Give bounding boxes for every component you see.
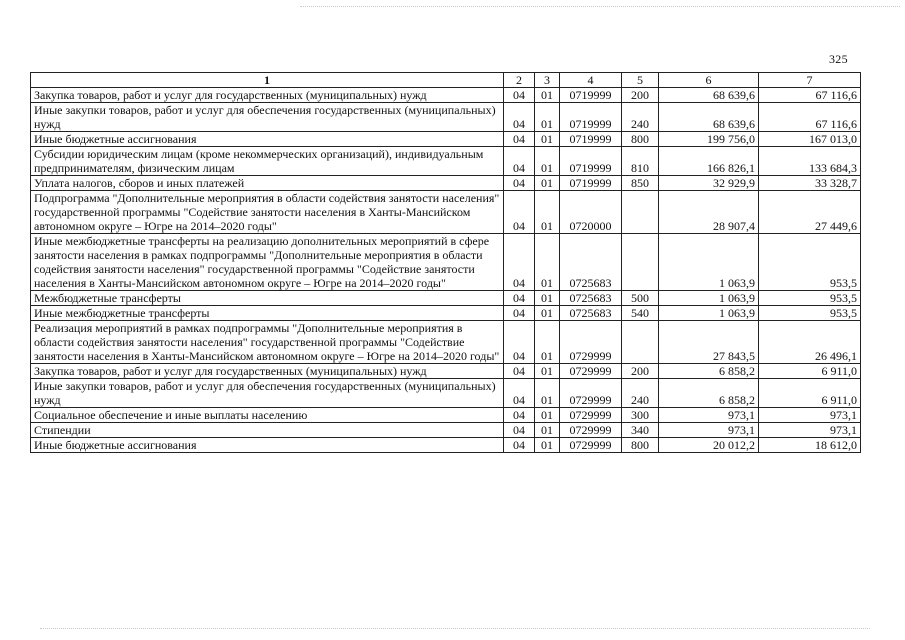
row-name-cell: Иные закупки товаров, работ и услуг для обеспечения государственных (муниципальных) нужд: [31, 103, 504, 132]
target-article-cell: 0719999: [560, 103, 622, 132]
section-code-cell: 04: [504, 423, 535, 438]
section-code-cell: 04: [504, 306, 535, 321]
target-article-cell: 0719999: [560, 88, 622, 103]
section-code-cell: 04: [504, 438, 535, 453]
amount-col6-cell: 199 756,0: [659, 132, 759, 147]
subsection-code-cell: 01: [535, 147, 560, 176]
table-row: [31, 147, 861, 176]
section-code-cell: 04: [504, 408, 535, 423]
amount-col7-cell: 973,1: [759, 408, 861, 423]
row-name-cell: Иные бюджетные ассигнования: [31, 438, 504, 453]
subsection-code-cell: 01: [535, 176, 560, 191]
table-row: [31, 234, 861, 291]
target-article-cell: 0725683: [560, 306, 622, 321]
target-article-cell: 0719999: [560, 176, 622, 191]
expense-type-cell: 500: [622, 291, 659, 306]
section-code-cell: 04: [504, 132, 535, 147]
expense-type-cell: [622, 191, 659, 234]
section-code-cell: 04: [504, 291, 535, 306]
amount-col7-cell: 27 449,6: [759, 191, 861, 234]
subsection-code-cell: 01: [535, 321, 560, 364]
column-header-6: 6: [659, 73, 759, 88]
row-name-cell: Субсидии юридическим лицам (кроме некоммерческих организаций), индивидуальным предпринимателям, физическим лицам: [31, 147, 504, 176]
column-header-3: 3: [535, 73, 560, 88]
section-code-cell: 04: [504, 88, 535, 103]
subsection-code-cell: 01: [535, 88, 560, 103]
section-code-cell: 04: [504, 321, 535, 364]
column-header-4: 4: [560, 73, 622, 88]
amount-col6-cell: 68 639,6: [659, 103, 759, 132]
amount-col6-cell: 20 012,2: [659, 438, 759, 453]
table-row: [31, 191, 861, 234]
subsection-code-cell: 01: [535, 423, 560, 438]
row-name-cell: Иные закупки товаров, работ и услуг для обеспечения государственных (муниципальных) нужд: [31, 379, 504, 408]
amount-col7-cell: 953,5: [759, 291, 861, 306]
table-row: [31, 291, 861, 306]
amount-col6-cell: 1 063,9: [659, 306, 759, 321]
subsection-code-cell: 01: [535, 234, 560, 291]
column-header-1: 1: [31, 73, 504, 88]
amount-col7-cell: 973,1: [759, 423, 861, 438]
amount-col7-cell: 26 496,1: [759, 321, 861, 364]
table-row: [31, 379, 861, 408]
target-article-cell: 0725683: [560, 234, 622, 291]
expense-type-cell: 810: [622, 147, 659, 176]
column-header-2: 2: [504, 73, 535, 88]
target-article-cell: 0719999: [560, 132, 622, 147]
amount-col7-cell: 167 013,0: [759, 132, 861, 147]
section-code-cell: 04: [504, 379, 535, 408]
table-row: [31, 364, 861, 379]
subsection-code-cell: 01: [535, 364, 560, 379]
expense-type-cell: 240: [622, 379, 659, 408]
budget-table: [30, 72, 861, 453]
subsection-code-cell: 01: [535, 306, 560, 321]
amount-col6-cell: 28 907,4: [659, 191, 759, 234]
row-name-cell: Закупка товаров, работ и услуг для государственных (муниципальных) нужд: [31, 88, 504, 103]
expense-type-cell: 340: [622, 423, 659, 438]
subsection-code-cell: 01: [535, 132, 560, 147]
row-name-cell: Подпрограмма "Дополнительные мероприятия в области содействия занятости населения" государственной программы "Содействие занятости населения в Ханты-Мансийском автономном округе – Югре на 2014–2020 годы": [31, 191, 504, 234]
column-header-7: 7: [759, 73, 861, 88]
section-code-cell: 04: [504, 191, 535, 234]
section-code-cell: 04: [504, 364, 535, 379]
table-row: [31, 438, 861, 453]
amount-col6-cell: 166 826,1: [659, 147, 759, 176]
row-name-cell: Иные межбюджетные трансферты: [31, 306, 504, 321]
scan-artifact-top: [300, 6, 900, 7]
expense-type-cell: 300: [622, 408, 659, 423]
scan-artifact-bottom: [40, 628, 870, 629]
target-article-cell: 0729999: [560, 438, 622, 453]
subsection-code-cell: 01: [535, 408, 560, 423]
expense-type-cell: 800: [622, 438, 659, 453]
expense-type-cell: 200: [622, 364, 659, 379]
table-row: [31, 88, 861, 103]
amount-col7-cell: 953,5: [759, 306, 861, 321]
table-row: [31, 321, 861, 364]
target-article-cell: 0729999: [560, 364, 622, 379]
row-name-cell: Реализация мероприятий в рамках подпрограммы "Дополнительные мероприятия в области содействия занятости населения" государственной программы "Содействие занятости населения в Ханты-Мансийском автономном округе – Югре на 2014–2020 годы": [31, 321, 504, 364]
expense-type-cell: 850: [622, 176, 659, 191]
target-article-cell: 0729999: [560, 423, 622, 438]
row-name-cell: Стипендии: [31, 423, 504, 438]
amount-col6-cell: 27 843,5: [659, 321, 759, 364]
row-name-cell: Межбюджетные трансферты: [31, 291, 504, 306]
section-code-cell: 04: [504, 103, 535, 132]
amount-col7-cell: 953,5: [759, 234, 861, 291]
amount-col6-cell: 32 929,9: [659, 176, 759, 191]
table-row: [31, 423, 861, 438]
amount-col6-cell: 6 858,2: [659, 379, 759, 408]
row-name-cell: Социальное обеспечение и иные выплаты населению: [31, 408, 504, 423]
target-article-cell: 0720000: [560, 191, 622, 234]
target-article-cell: 0729999: [560, 379, 622, 408]
table-header-row: [31, 73, 861, 88]
section-code-cell: 04: [504, 234, 535, 291]
expense-type-cell: 540: [622, 306, 659, 321]
amount-col7-cell: 6 911,0: [759, 364, 861, 379]
amount-col7-cell: 67 116,6: [759, 88, 861, 103]
subsection-code-cell: 01: [535, 438, 560, 453]
expense-type-cell: 200: [622, 88, 659, 103]
target-article-cell: 0725683: [560, 291, 622, 306]
expense-type-cell: [622, 234, 659, 291]
amount-col6-cell: 973,1: [659, 408, 759, 423]
amount-col7-cell: 133 684,3: [759, 147, 861, 176]
subsection-code-cell: 01: [535, 191, 560, 234]
row-name-cell: Закупка товаров, работ и услуг для государственных (муниципальных) нужд: [31, 364, 504, 379]
subsection-code-cell: 01: [535, 379, 560, 408]
amount-col7-cell: 67 116,6: [759, 103, 861, 132]
table-row: [31, 306, 861, 321]
subsection-code-cell: 01: [535, 103, 560, 132]
amount-col7-cell: 33 328,7: [759, 176, 861, 191]
section-code-cell: 04: [504, 147, 535, 176]
expense-type-cell: [622, 321, 659, 364]
column-header-5: 5: [622, 73, 659, 88]
row-name-cell: Иные межбюджетные трансферты на реализацию дополнительных мероприятий в сфере занятости населения в рамках подпрограммы "Дополнительные мероприятия в области содействия занятости населения" государственной программы "Содействие занятости населения в Ханты-Мансийском автономном округе – Югре на 2014–2020 годы": [31, 234, 504, 291]
section-code-cell: 04: [504, 176, 535, 191]
page-number: 325: [829, 52, 848, 66]
target-article-cell: 0729999: [560, 408, 622, 423]
amount-col6-cell: 973,1: [659, 423, 759, 438]
table-row: [31, 132, 861, 147]
amount-col6-cell: 1 063,9: [659, 291, 759, 306]
table-row: [31, 176, 861, 191]
table-row: [31, 103, 861, 132]
subsection-code-cell: 01: [535, 291, 560, 306]
amount-col6-cell: 1 063,9: [659, 234, 759, 291]
amount-col6-cell: 6 858,2: [659, 364, 759, 379]
amount-col7-cell: 18 612,0: [759, 438, 861, 453]
table-row: [31, 408, 861, 423]
row-name-cell: Иные бюджетные ассигнования: [31, 132, 504, 147]
expense-type-cell: 800: [622, 132, 659, 147]
expense-type-cell: 240: [622, 103, 659, 132]
row-name-cell: Уплата налогов, сборов и иных платежей: [31, 176, 504, 191]
amount-col6-cell: 68 639,6: [659, 88, 759, 103]
target-article-cell: 0719999: [560, 147, 622, 176]
target-article-cell: 0729999: [560, 321, 622, 364]
amount-col7-cell: 6 911,0: [759, 379, 861, 408]
